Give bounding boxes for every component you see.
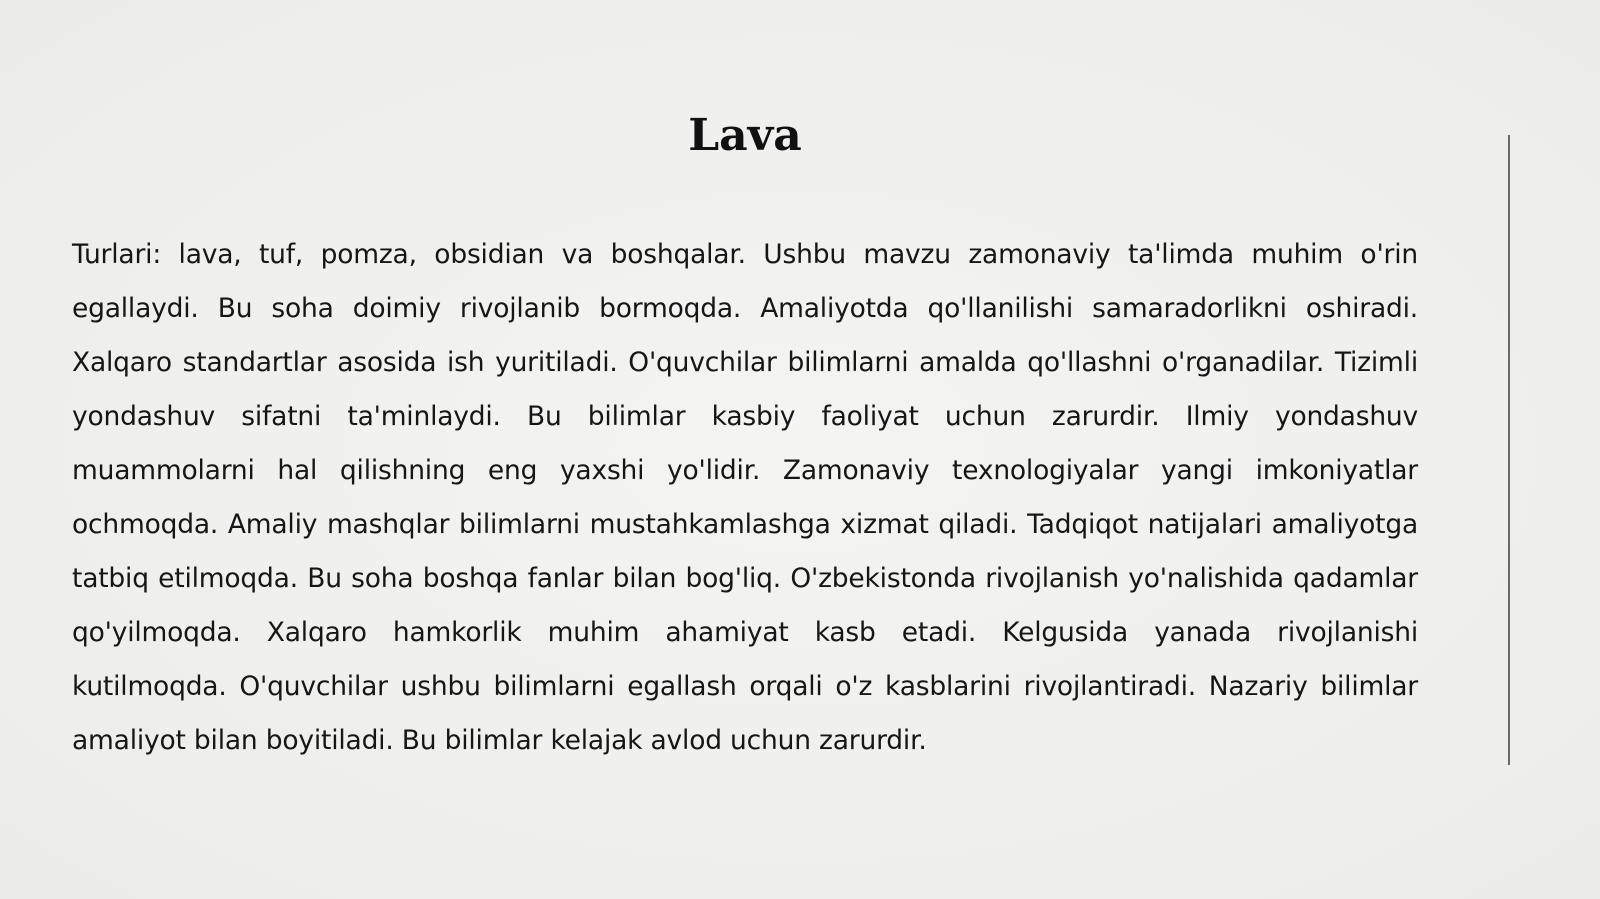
slide-body-text: Turlari: lava, tuf, pomza, obsidian va boshqalar. Ushbu mavzu zamonaviy ta'limda muhim o'rin egallaydi. Bu soha doimiy rivojlanib bormoqda. Amaliyotda qo'llanilishi samaradorlikni oshiradi. Xalqaro standartlar asosida ish yuritiladi. O'quvchilar bilimlarni amalda qo'llashni o'rganadilar. Tizimli yondashuv sifatni ta'minlaydi. Bu bilimlar kasbiy faoliyat uchun zarurdir. Ilmiy yondashuv muammolarni hal qilishning eng yaxshi yo'lidir. Zamonaviy texnologiyalar yangi imkoniyatlar ochmoqda. Amaliy mashqlar bilimlarni mustahkamlashga xizmat qiladi. Tadqiqot natijalari amaliyotga tatbiq etilmoqda. Bu soha boshqa fanlar bilan bog'liq. O'zbekistonda rivojlanish yo'nalishida qadamlar qo'yilmoqda. Xalqaro hamkorlik muhim ahamiyat kasb etadi. Kelgusida yanada rivojlanishi kutilmoqda. O'quvchilar ushbu bilimlarni egallash orqali o'z kasblarini rivojlantiradi. Nazariy bilimlar amaliyot bilan boyitiladi. Bu bilimlar kelajak avlod uchun zarurdir. — [72, 239, 1418, 756]
vertical-divider — [1508, 135, 1510, 765]
slide-title: Lava — [688, 110, 802, 161]
